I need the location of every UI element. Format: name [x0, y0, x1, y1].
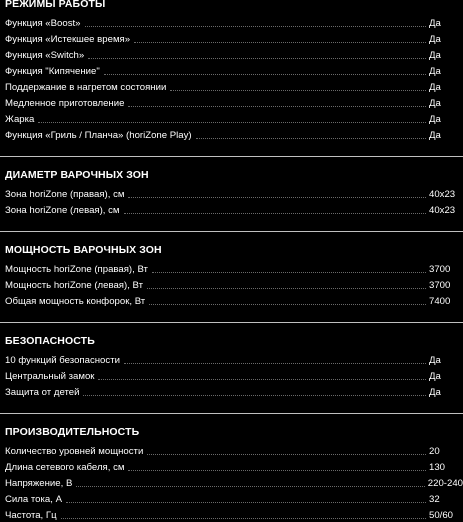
section-zone-power	[0, 232, 463, 308]
spec-value: Да	[429, 34, 441, 45]
spec-value: 220-240	[427, 478, 463, 489]
spec-label: Поддержание в нагретом состоянии	[5, 82, 167, 93]
section-safety	[0, 323, 463, 399]
spec-label: Функция «Истекшее время»	[5, 34, 131, 45]
dotted-leader	[104, 74, 426, 75]
spec-row	[0, 442, 463, 458]
spec-label: Частота, Гц	[5, 510, 57, 521]
spec-label: Количество уровней мощности	[5, 446, 144, 457]
spec-label: Жарка	[5, 114, 35, 125]
spec-value: Да	[429, 66, 441, 77]
spec-label: Функция «Boost»	[5, 18, 81, 29]
dotted-leader	[147, 288, 426, 289]
spec-value: 40x23	[429, 205, 456, 216]
spec-row	[0, 367, 463, 383]
spec-row	[0, 126, 463, 142]
dotted-leader	[147, 454, 426, 455]
spec-value: Да	[429, 82, 441, 93]
spec-row	[0, 62, 463, 78]
spec-row	[0, 110, 463, 126]
spec-row	[0, 276, 463, 292]
spec-row	[0, 14, 463, 30]
spec-value: Да	[429, 114, 441, 125]
section-title: ДИАМЕТР ВАРОЧНЫХ ЗОН	[5, 169, 149, 181]
dotted-leader	[38, 122, 426, 123]
spec-label: Функция «Гриль / Планча» (horiZone Play)	[5, 130, 192, 141]
dotted-leader	[152, 272, 426, 273]
spec-label: Функция «Switch»	[5, 50, 85, 61]
section-zone-diameter	[0, 157, 463, 217]
spec-value: Да	[429, 387, 441, 398]
spec-row	[0, 383, 463, 399]
dotted-leader	[128, 197, 426, 198]
spec-row	[0, 458, 463, 474]
dotted-leader	[124, 363, 426, 364]
section-title: БЕЗОПАСНОСТЬ	[5, 335, 95, 347]
dotted-leader	[196, 138, 426, 139]
dotted-leader	[83, 395, 426, 396]
dotted-leader	[134, 42, 426, 43]
spec-row	[0, 351, 463, 367]
dotted-leader	[61, 518, 426, 519]
spec-value: Да	[429, 98, 441, 109]
dotted-leader	[98, 379, 426, 380]
spec-label: 10 функций безопасности	[5, 355, 120, 366]
spec-label: Общая мощность конфорок, Вт	[5, 296, 146, 307]
section-performance	[0, 414, 463, 522]
spec-label: Функция "Кипячение"	[5, 66, 100, 77]
dotted-leader	[128, 106, 426, 107]
dotted-leader	[128, 470, 426, 471]
dotted-leader	[88, 58, 426, 59]
spec-label: Защита от детей	[5, 387, 80, 398]
dotted-leader	[66, 502, 426, 503]
spec-value: 50/60	[429, 510, 454, 521]
spec-row	[0, 185, 463, 201]
spec-row	[0, 490, 463, 506]
spec-label: Медленное приготовление	[5, 98, 125, 109]
spec-value: 3700	[429, 280, 451, 291]
spec-row	[0, 201, 463, 217]
spec-label: Мощность horiZone (правая), Вт	[5, 264, 148, 275]
dotted-leader	[149, 304, 426, 305]
spec-row	[0, 78, 463, 94]
spec-label: Длина сетевого кабеля, см	[5, 462, 125, 473]
section-title: ПРОИЗВОДИТЕЛЬНОСТЬ	[5, 426, 140, 438]
spec-label: Мощность horiZone (левая), Вт	[5, 280, 143, 291]
spec-value: 32	[429, 494, 440, 505]
spec-row	[0, 292, 463, 308]
section-title: РЕЖИМЫ РАБОТЫ	[5, 0, 106, 10]
spec-value: Да	[429, 50, 441, 61]
spec-value: Да	[429, 18, 441, 29]
spec-label: Напряжение, В	[5, 478, 73, 489]
spec-value: 3700	[429, 264, 451, 275]
spec-row	[0, 474, 463, 490]
spec-value: Да	[429, 355, 441, 366]
spec-row	[0, 30, 463, 46]
spec-value: 20	[429, 446, 440, 457]
spec-label: Зона horiZone (правая), см	[5, 189, 125, 200]
spec-label: Зона horiZone (левая), см	[5, 205, 120, 216]
spec-row	[0, 506, 463, 522]
spec-value: 7400	[429, 296, 451, 307]
dotted-leader	[76, 486, 424, 487]
spec-value: Да	[429, 130, 441, 141]
spec-value: Да	[429, 371, 441, 382]
spec-row	[0, 260, 463, 276]
section-operating-modes	[0, 0, 463, 142]
spec-label: Сила тока, А	[5, 494, 62, 505]
dotted-leader	[170, 90, 426, 91]
spec-value: 130	[429, 462, 446, 473]
spec-label: Центральный замок	[5, 371, 95, 382]
dotted-leader	[85, 26, 426, 27]
spec-value: 40x23	[429, 189, 456, 200]
section-title: МОЩНОСТЬ ВАРОЧНЫХ ЗОН	[5, 244, 162, 256]
spec-row	[0, 94, 463, 110]
spec-row	[0, 46, 463, 62]
dotted-leader	[124, 213, 426, 214]
